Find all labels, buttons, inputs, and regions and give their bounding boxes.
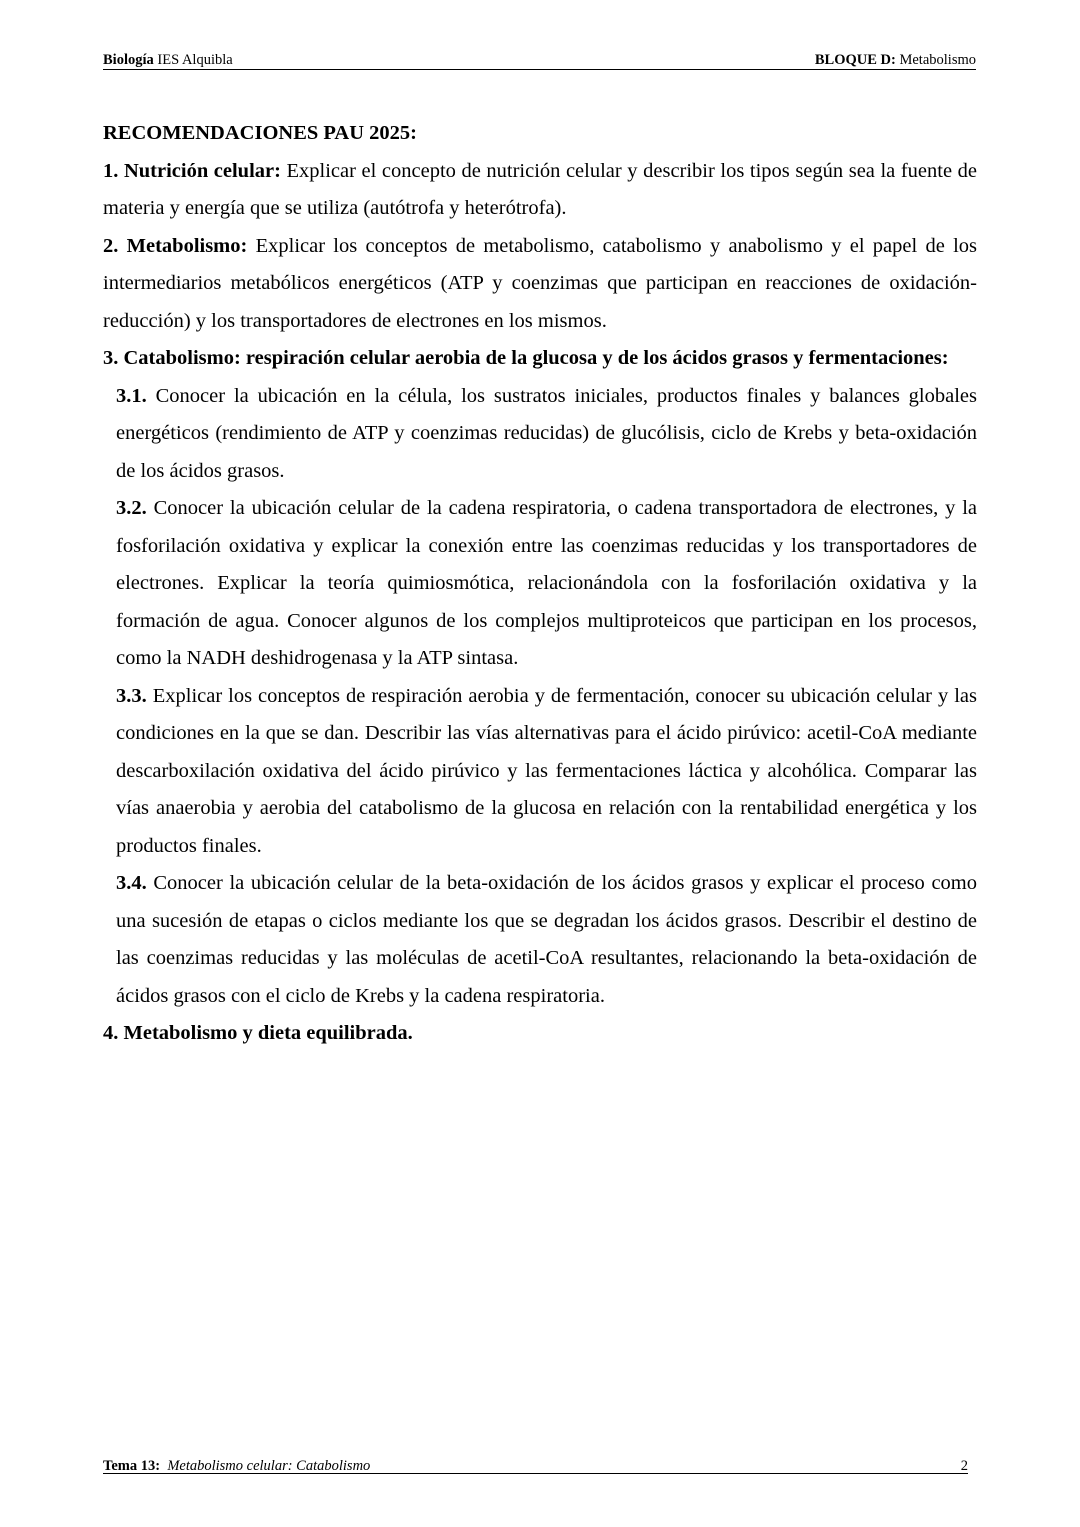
subitem-3-4-text: Conocer la ubicación celular de la beta-oxidación de los ácidos grasos y explicar el proceso como una sucesión de etapas o ciclos mediante los que se degradan los ácidos grasos. Describir el destino de las coenzimas reducidas y las moléculas de acetil-CoA resultantes, relacionando la beta-oxidación de ácidos grasos con el ciclo de Krebs y la cadena respiratoria.: [116, 872, 977, 1007]
footer-topic-title: Metabolismo celular: Catabolismo: [167, 1458, 371, 1474]
footer-label: Tema 13:: [103, 1458, 161, 1474]
item-metabolismo-heading: 2. Metabolismo:: [103, 234, 248, 257]
header-school: IES Alquibla: [153, 52, 233, 68]
item-nutricion-heading: 1. Nutrición celular:: [103, 159, 281, 182]
subitem-3-1-number: 3.1.: [116, 384, 147, 407]
subitem-3-4-number: 3.4.: [116, 872, 147, 894]
subitem-3-3-text: Explicar los conceptos de respiración aerobia y de fermentación, conocer su ubicación celular y las condiciones en la que se dan. Describir las vías alternativas para el ácido pirúvico: acetil-CoA mediante descarboxilación oxidativa del ácido pirúvico y las fermentaciones láctica y alcohólica. Comparar las vías anaerobia y aerobia del catabolismo de la glucosa en relación con la rentabilidad energética y los productos finales.: [116, 684, 977, 857]
section-title: RECOMENDACIONES PAU 2025:: [103, 122, 417, 144]
item-nutricion-text: Explicar el concepto de nutrición celular y describir los tipos según sea la fuente de materia y energía que se utiliza (autótrofa y heterótrofa).: [103, 159, 977, 219]
item-catabolismo-heading: 3. Catabolismo: respiración celular aerobia de la glucosa y de los ácidos grasos y fermentaciones:: [103, 347, 949, 369]
subitem-3-4: [103, 865, 977, 1015]
subitem-3-3: [103, 678, 977, 866]
item-metabolismo: [103, 228, 977, 341]
item-nutricion: [103, 153, 977, 228]
footer-topic: [103, 1458, 370, 1474]
item-dieta: 4. Metabolismo y dieta equilibrada.: [103, 1022, 413, 1044]
item-metabolismo-text: Explicar los conceptos de metabolismo, catabolismo y anabolismo y el papel de los intermediarios metabólicos energéticos (ATP y coenzimas que participan en reacciones de oxidación-reducción) y los transportadores de electrones en los mismos.: [103, 234, 977, 332]
header-block-topic: Metabolismo: [895, 52, 976, 68]
header-left: [103, 52, 233, 69]
subitem-3-2-text: Conocer la ubicación celular de la cadena respiratoria, o cadena transportadora de electrones, y la fosforilación oxidativa y explicar la conexión entre las coenzimas reducidas y los transportadores de electrones. Explicar la teoría quimiosmótica, relacionándola con la fosforilación oxidativa y la formación de agua. Conocer algunos de los complejos multiproteicos que participan en los procesos, como la NADH deshidrogenasa y la ATP sintasa.: [116, 497, 977, 669]
subitem-3-3-number: 3.3.: [116, 684, 147, 707]
subitem-3-2-number: 3.2.: [116, 497, 147, 519]
subitem-3-2: [103, 490, 977, 678]
page-header: [103, 52, 976, 70]
subitem-3-1-text: Conocer la ubicación en la célula, los sustratos iniciales, productos finales y balances globales energéticos (rendimiento de ATP y coenzimas reducidas) de glucólisis, ciclo de Krebs y beta-oxidación de los ácidos grasos.: [116, 384, 977, 482]
page-number: 2: [960, 1458, 968, 1474]
subitem-3-1: [103, 378, 977, 491]
document-body: [103, 115, 977, 1053]
page-footer: [103, 1458, 968, 1474]
header-right: [815, 52, 976, 69]
header-block: BLOQUE D:: [814, 52, 896, 68]
item-catabolismo: [103, 340, 977, 378]
header-subject: Biología: [103, 52, 154, 68]
